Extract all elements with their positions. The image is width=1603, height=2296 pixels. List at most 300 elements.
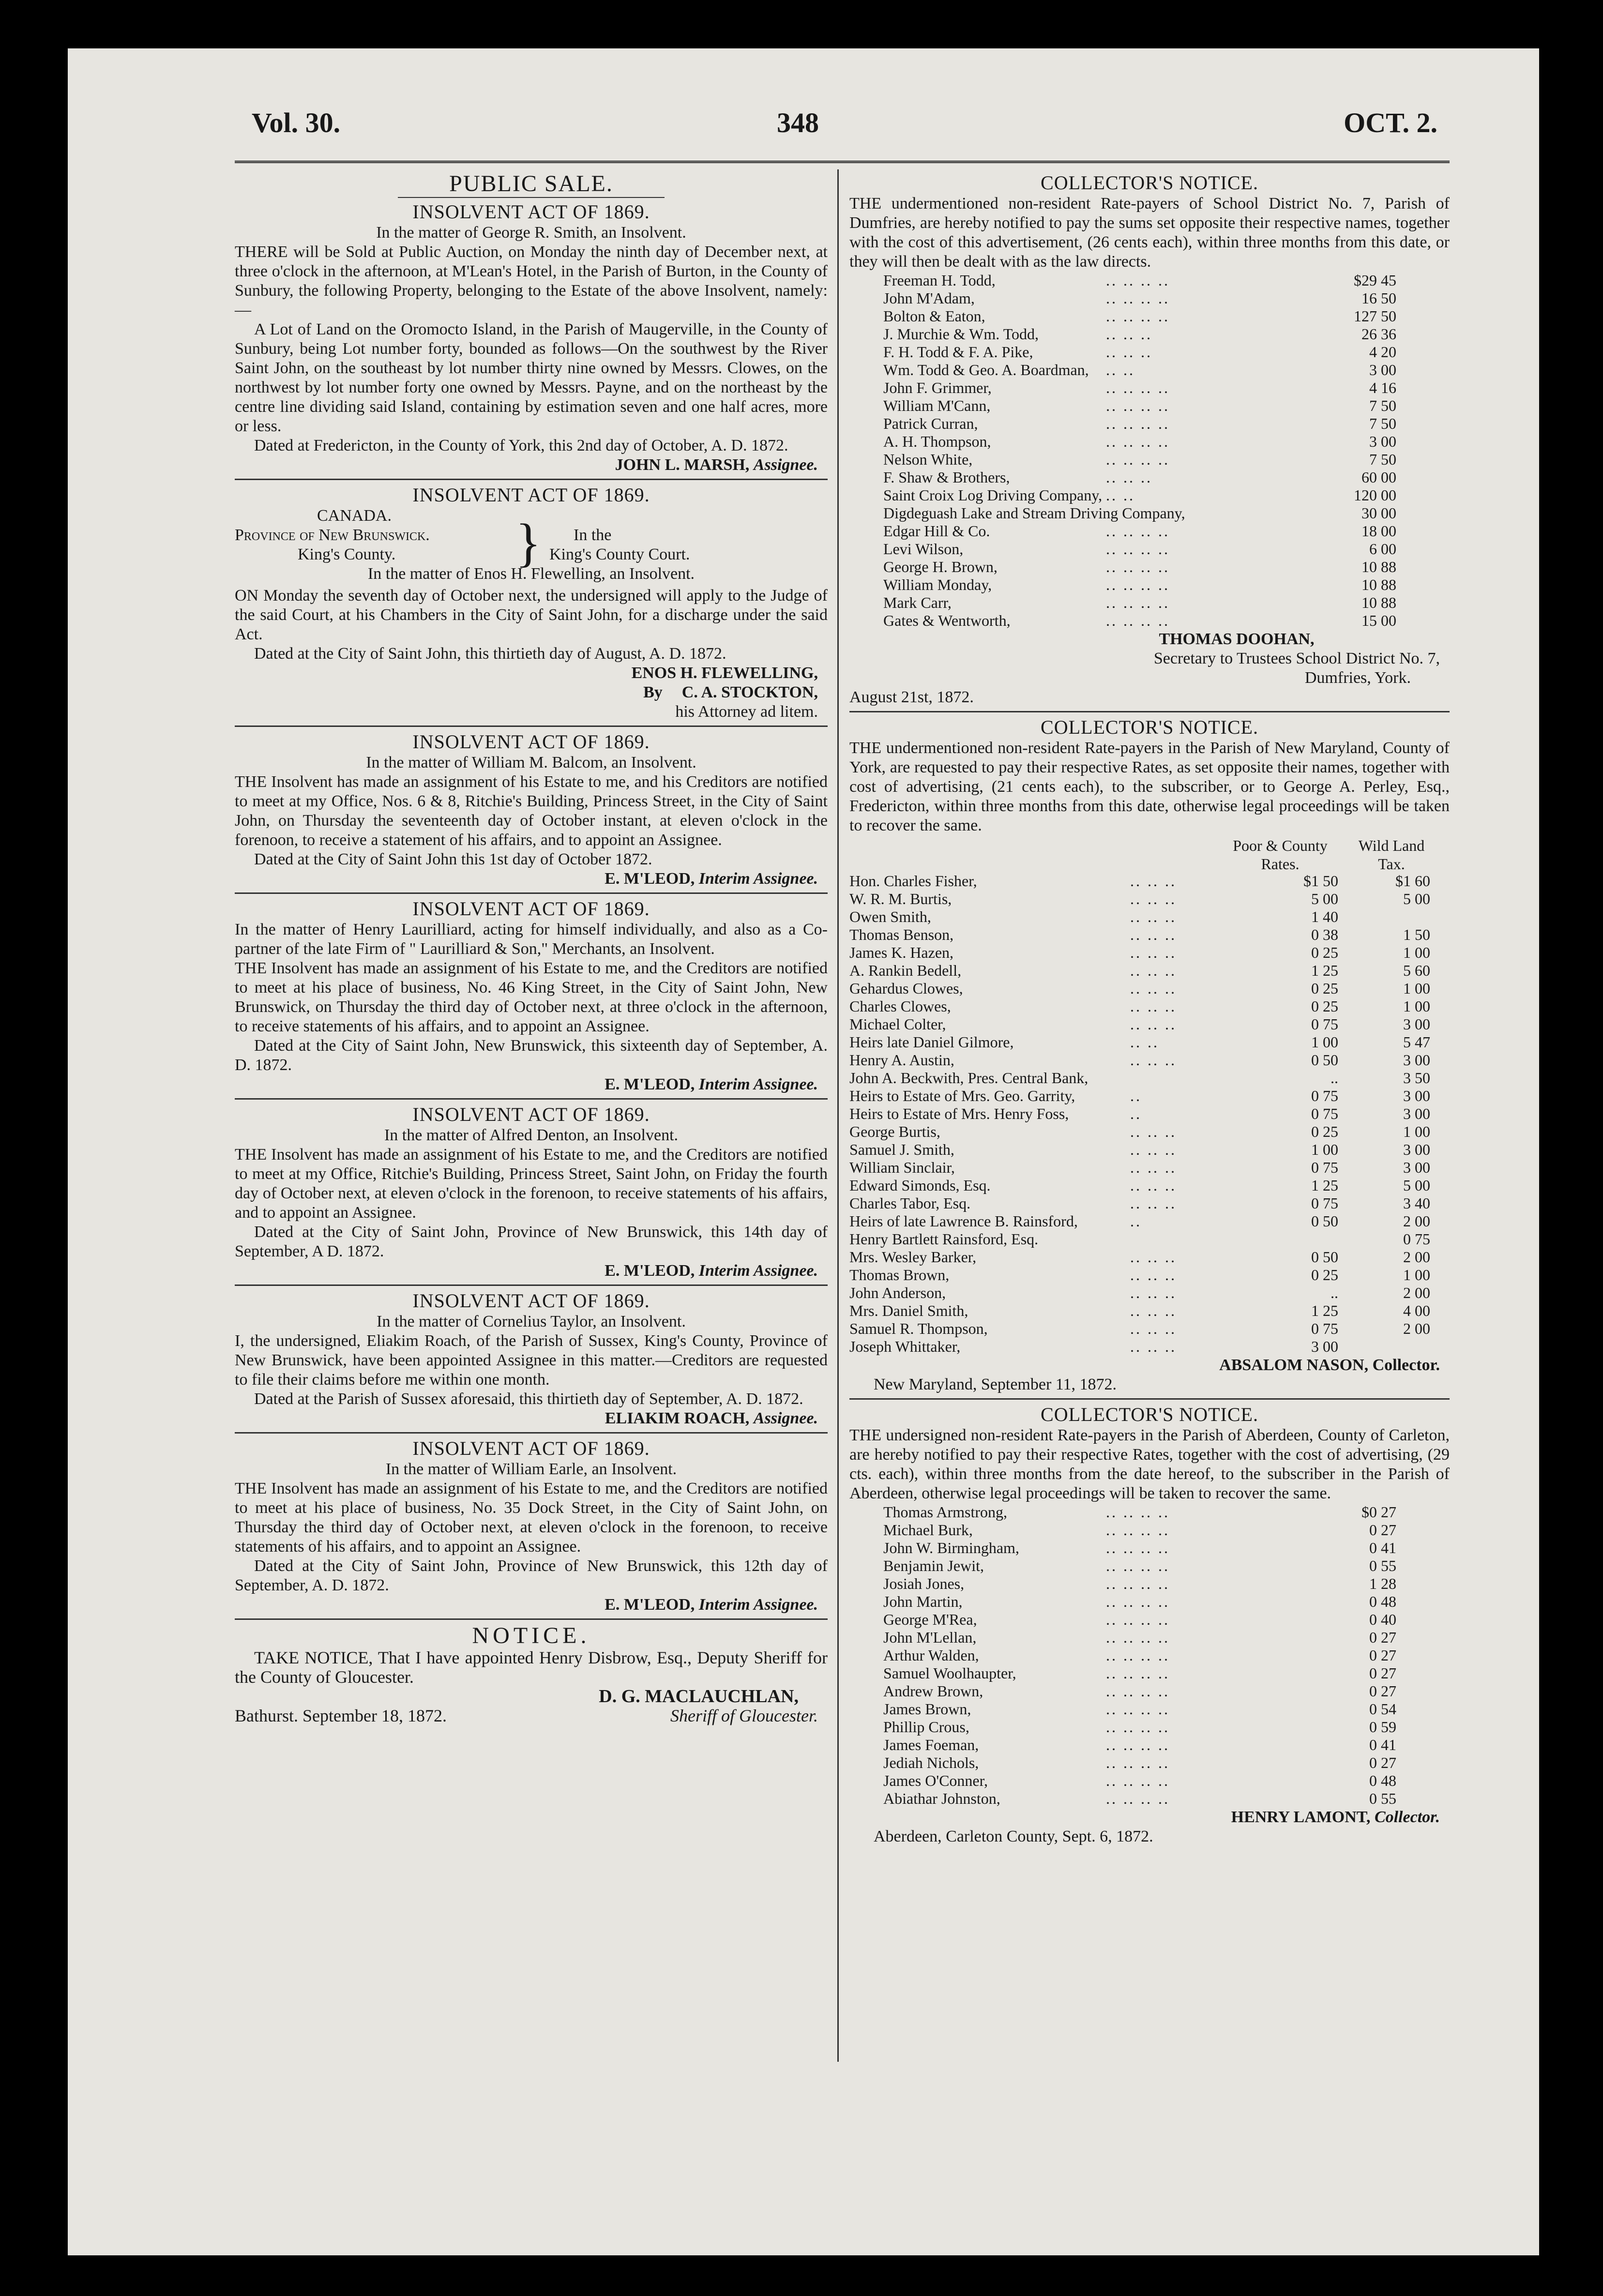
- rate-value: 0 50: [1311, 1248, 1338, 1266]
- tax-value: 5 60: [1403, 962, 1430, 979]
- table-row: [849, 980, 1450, 997]
- rate-value: 0 75: [1311, 1320, 1338, 1337]
- notice-body: THE undersigned non-resident Rate-payers in the Parish of Aberdeen, County of Carleton, are hereby notified to pay their respective Rates, together with the cost of advertising, (29 cts. each), within three months from the date hereof, to the subscriber in the Parish of Aberdeen, otherwise legal proceedings will be taken to recover the same.: [849, 1426, 1450, 1502]
- ratepayer-name: Mark Carr,: [883, 594, 952, 611]
- signer-name: ELIAKIM ROACH,: [605, 1409, 750, 1427]
- ratepayer-name: Jediah Nichols,: [883, 1754, 979, 1771]
- leader-dots: .. ..: [1106, 361, 1135, 378]
- matter-line: In the matter of Cornelius Taylor, an Insolvent.: [377, 1313, 686, 1330]
- leader-dots: .. .. ..: [1130, 962, 1177, 979]
- tax-value: 5 47: [1403, 1033, 1430, 1051]
- table-header: [849, 856, 1450, 872]
- table-row: [849, 1266, 1450, 1284]
- matter-line: In the matter of William Earle, an Insolvent.: [385, 1460, 677, 1478]
- rate-value: 0 50: [1311, 1051, 1338, 1069]
- list-item: [849, 1503, 1450, 1521]
- amount: $29 45: [1354, 272, 1396, 289]
- tax-value: $1 60: [1395, 872, 1430, 890]
- tax-value: [1362, 1338, 1450, 1356]
- leader-dots: .. .. .. ..: [1106, 1521, 1170, 1539]
- ratepayer-name: Josiah Jones,: [883, 1575, 965, 1592]
- laurilliard-notice: [235, 898, 828, 1094]
- notice-body: THERE will be Sold at Public Auction, on Monday the ninth day of December next, at three o'clock in the afternoon, at M'Lean's Hotel, in the Parish of Burton, in the County of Sunbury, the following Property, belonging to the Estate of the above Insolvent, namely:—: [235, 243, 828, 319]
- ratepayer-name: Edward Simonds, Esq.: [849, 1177, 991, 1194]
- leader-dots: ..: [1130, 1087, 1142, 1104]
- signer-name: E. M'LEOD,: [605, 870, 695, 888]
- amount: 4 20: [1369, 343, 1396, 361]
- list-item: [849, 504, 1450, 522]
- ratepayer-name: Patrick Curran,: [883, 415, 978, 432]
- rates-column-subheader: Rates.: [1261, 855, 1300, 873]
- new-maryland-collector-notice: [849, 716, 1450, 1394]
- amount: 0 27: [1369, 1754, 1396, 1771]
- notice-body: THE Insolvent has made an assignment of his Estate to me, and his Creditors are notified to meet at my Office, Nos. 6 & 8, Ritchie's Building, Princess Street, in the City of Saint John, on Thursday the seventeenth day of October instant, at eleven o'clock in the forenoon, to receive a statement of his affairs, and to appoint an Assignee.: [235, 773, 828, 849]
- table-row: [849, 1105, 1450, 1123]
- ratepayer-name: Abiathar Johnston,: [883, 1790, 1000, 1807]
- ratepayer-name: Heirs to Estate of Mrs. Henry Foss,: [849, 1105, 1069, 1122]
- leader-dots: .. .. .. ..: [1106, 1718, 1170, 1736]
- amount: 26 36: [1361, 325, 1396, 343]
- act-heading: INSOLVENT ACT OF 1869.: [412, 1437, 650, 1459]
- list-item: [849, 451, 1450, 468]
- amount: 0 48: [1369, 1772, 1396, 1789]
- rate-value: 0 75: [1311, 1087, 1338, 1104]
- ratepayer-name: John M'Adam,: [883, 289, 975, 307]
- leader-dots: .. .. .. ..: [1106, 379, 1170, 396]
- sheriff-notice: [235, 1624, 828, 1725]
- left-column: [235, 172, 828, 1725]
- rates-column-header: Poor & County: [1233, 837, 1328, 854]
- tax-value: 5 00: [1403, 1177, 1430, 1194]
- list-item: [849, 1718, 1450, 1736]
- amount: $0 27: [1361, 1503, 1396, 1521]
- amount: 10 88: [1361, 558, 1396, 575]
- table-row: [849, 1159, 1450, 1177]
- rate-value: $1 50: [1303, 872, 1338, 890]
- ratepayer-name: Thomas Benson,: [849, 926, 954, 943]
- table-row: [849, 1338, 1450, 1356]
- table-row: [849, 926, 1450, 944]
- ratepayer-table: [849, 872, 1450, 1356]
- section-rule: [235, 725, 828, 727]
- leader-dots: .. .. .. ..: [1106, 1503, 1170, 1521]
- tax-value: 1 00: [1403, 1123, 1430, 1140]
- signer-role: Interim Assignee.: [698, 1075, 818, 1093]
- notice-body: THE Insolvent has made an assignment of his Estate to me, and the Creditors are notified to meet at his place of business, No. 35 Dock Street, in the City of Saint John, on Thursday the third day of October next, at eleven o'clock in the forenoon, to receive statements of his affairs, and to appoint an Assignee.: [235, 1480, 828, 1556]
- list-item: [849, 1736, 1450, 1754]
- signer-name: JOHN L. MARSH,: [615, 456, 750, 474]
- list-item: [849, 558, 1450, 576]
- ratepayer-name: Mrs. Wesley Barker,: [849, 1248, 977, 1266]
- signer-name: ABSALOM NASON, Collector.: [1219, 1356, 1440, 1374]
- signer-role: Interim Assignee.: [698, 870, 818, 888]
- leader-dots: .. .. ..: [1130, 1015, 1177, 1033]
- matter-line: In the matter of George R. Smith, an Insolvent.: [376, 224, 686, 242]
- list-item: [849, 272, 1450, 289]
- leader-dots: .. .. ..: [1130, 890, 1177, 907]
- table-row: [849, 1230, 1450, 1248]
- notice-body: THE Insolvent has made an assignment of his Estate to me, and the Creditors are notified to meet at his place of business, No. 46 King Street, in the City of Saint John, New Brunswick, on Thursday the third day of October next, at three o'clock in the afternoon, to receive statements of his affairs, and to appoint an Assignee.: [235, 959, 828, 1035]
- list-item: [849, 612, 1450, 630]
- table-row: [849, 997, 1450, 1015]
- ratepayer-name: Digdeguash Lake and Stream Driving Company,: [883, 504, 1185, 522]
- table-row: [849, 1284, 1450, 1302]
- rate-value: 0 25: [1311, 997, 1338, 1015]
- table-row: [849, 1320, 1450, 1338]
- signer-name: E. M'LEOD,: [605, 1262, 695, 1280]
- list-item: [849, 1539, 1450, 1557]
- ratepayer-name: Thomas Armstrong,: [883, 1503, 1007, 1521]
- table-row: [849, 890, 1450, 908]
- amount: 6 00: [1369, 540, 1396, 558]
- table-row: [849, 908, 1450, 926]
- list-item: [849, 433, 1450, 451]
- signer-role: Interim Assignee.: [698, 1262, 818, 1280]
- leader-dots: .. .. .. ..: [1106, 1754, 1170, 1771]
- attorney-line: [235, 683, 828, 702]
- tax-value: 3 00: [1403, 1159, 1430, 1176]
- list-item: [849, 1629, 1450, 1646]
- leader-dots: .. .. ..: [1130, 1284, 1177, 1301]
- table-row: [849, 1194, 1450, 1212]
- tax-column-header: Wild Land: [1358, 837, 1425, 854]
- ratepayer-name: Samuel R. Thompson,: [849, 1320, 988, 1337]
- leader-dots: ..: [1130, 1105, 1142, 1122]
- leader-dots: .. .. .. ..: [1106, 1629, 1170, 1646]
- tax-value: 3 50: [1403, 1069, 1430, 1087]
- title-rule: [398, 197, 665, 198]
- signature-line: [235, 1706, 828, 1725]
- notice-body: THE undermentioned non-resident Rate-payers of School District No. 7, Parish of Dumfries, are hereby notified to pay the sums set opposite their respective names, together with the cost of this advertisement, (26 cents each), within three months from this date, or they will then be dealt with as the law directs.: [849, 195, 1450, 271]
- rate-value: 1 40: [1311, 908, 1338, 925]
- dated-line: Dated at the Parish of Sussex aforesaid, this thirtieth day of September, A. D. 1872.: [254, 1390, 803, 1408]
- leader-dots: .. .. .. ..: [1106, 1646, 1170, 1664]
- ratepayer-name: Michael Colter,: [849, 1015, 946, 1033]
- tax-value: 1 00: [1403, 1266, 1430, 1284]
- amount: 7 50: [1369, 397, 1396, 414]
- list-item: [849, 468, 1450, 486]
- amount: 60 00: [1361, 468, 1396, 486]
- section-rule: [235, 1432, 828, 1434]
- list-item: [849, 325, 1450, 343]
- section-rule: [849, 711, 1450, 712]
- act-heading: INSOLVENT ACT OF 1869.: [412, 484, 650, 506]
- amount: 0 59: [1369, 1718, 1396, 1736]
- act-heading: INSOLVENT ACT OF 1869.: [412, 898, 650, 920]
- ratepayer-name: Henry A. Austin,: [849, 1051, 954, 1069]
- leader-dots: .. .. .. ..: [1106, 1664, 1170, 1682]
- signer-title: Secretary to Trustees School District No. 7,: [1153, 650, 1440, 667]
- amount: 0 27: [1369, 1521, 1396, 1539]
- leader-dots: .. .. .. ..: [1106, 433, 1170, 450]
- leader-dots: .. .. ..: [1130, 1159, 1177, 1176]
- rate-value: 0 50: [1311, 1212, 1338, 1230]
- notice-body: I, the undersigned, Eliakim Roach, of the Parish of Sussex, King's County, Province of New Brunswick, have been appointed Assignee in this matter.—Creditors are requested to file their claims before me within one month.: [235, 1332, 828, 1389]
- column-divider: [837, 169, 839, 2062]
- rate-value: [1256, 1230, 1362, 1248]
- ratepayer-name: W. R. M. Burtis,: [849, 890, 952, 907]
- county-label: King's County.: [298, 545, 396, 563]
- right-column: [849, 172, 1450, 1846]
- rate-value: 0 75: [1311, 1159, 1338, 1176]
- list-item: [849, 307, 1450, 325]
- table-row: [849, 1069, 1450, 1087]
- leader-dots: .. .. .. ..: [1106, 307, 1170, 325]
- masthead: [252, 106, 1437, 160]
- page-number: 348: [777, 107, 819, 138]
- ratepayer-list: [849, 272, 1450, 630]
- notice-title: COLLECTOR'S NOTICE.: [1041, 172, 1258, 194]
- leader-dots: ..: [1130, 1212, 1142, 1230]
- signature: [849, 1808, 1450, 1827]
- section-rule: [235, 479, 828, 480]
- list-item: [849, 1521, 1450, 1539]
- table-row: [849, 1015, 1450, 1033]
- leader-dots: .. .. ..: [1130, 1320, 1177, 1337]
- list-item: [849, 1700, 1450, 1718]
- court-caption: [235, 506, 828, 586]
- tax-value: [1362, 908, 1450, 926]
- rate-value: 3 00: [1311, 1338, 1338, 1355]
- table-row: [849, 1141, 1450, 1159]
- ratepayer-name: Saint Croix Log Driving Company,: [883, 486, 1103, 504]
- amount: 30 00: [1361, 504, 1396, 522]
- leader-dots: .. .. ..: [1130, 1177, 1177, 1194]
- ratepayer-name: Wm. Todd & Geo. A. Boardman,: [883, 361, 1089, 378]
- leader-dots: .. .. ..: [1106, 343, 1152, 361]
- list-item: [849, 1557, 1450, 1575]
- rate-value: 0 75: [1311, 1015, 1338, 1033]
- dated-line: Dated at the City of Saint John, Province of New Brunswick, this 12th day of September, A. D. 1872.: [235, 1557, 828, 1594]
- tax-value: 3 00: [1403, 1087, 1430, 1104]
- rate-value: 1 25: [1311, 1302, 1338, 1319]
- ratepayer-name: Mrs. Daniel Smith,: [849, 1302, 968, 1319]
- act-heading: INSOLVENT ACT OF 1869.: [412, 201, 650, 223]
- amount: 1 28: [1369, 1575, 1396, 1592]
- leader-dots: .. .. .. ..: [1106, 558, 1170, 575]
- gazette-page: [68, 48, 1539, 2255]
- list-item: [849, 1772, 1450, 1790]
- rate-value: 0 25: [1311, 944, 1338, 961]
- list-item: [849, 1611, 1450, 1629]
- amount: 0 27: [1369, 1682, 1396, 1700]
- balcom-notice: [235, 731, 828, 889]
- issue-date: OCT. 2.: [1344, 107, 1437, 138]
- ratepayer-name: Heirs of late Lawrence B. Rainsford,: [849, 1212, 1078, 1230]
- rate-value: 0 75: [1311, 1105, 1338, 1122]
- table-row: [849, 1123, 1450, 1141]
- place-date: August 21st, 1872.: [849, 688, 974, 706]
- amount: 7 50: [1369, 415, 1396, 432]
- ratepayer-name: Henry Bartlett Rainsford, Esq.: [849, 1230, 1039, 1248]
- country-label: CANADA.: [317, 507, 392, 525]
- province-label: Province of New Brunswick.: [235, 526, 430, 544]
- leader-dots: .. .. .. ..: [1106, 1557, 1170, 1574]
- notice-title: COLLECTOR'S NOTICE.: [1041, 716, 1258, 738]
- leader-dots: .. .. ..: [1130, 944, 1177, 961]
- list-item: [849, 522, 1450, 540]
- amount: 0 27: [1369, 1646, 1396, 1664]
- notice-body: THE undermentioned non-resident Rate-payers in the Parish of New Maryland, County of York, are requested to pay their respective Rates, as set opposite their names, together with cost of advertising, (21 cents each), to the subscriber, or to George A. Perley, Esq., Fredericton, within three months from this date, otherwise legal proceedings will be taken to recover the same.: [849, 739, 1450, 834]
- list-item: [849, 1790, 1450, 1808]
- list-item: [849, 1575, 1450, 1593]
- signer-role: Assignee.: [753, 456, 818, 474]
- ratepayer-name: A. H. Thompson,: [883, 433, 991, 450]
- signer-role: Interim Assignee.: [698, 1596, 818, 1614]
- dated-line: Dated at the City of Saint John, Province of New Brunswick, this 14th day of September, A D. 1872.: [235, 1223, 828, 1260]
- ratepayer-name: William Sinclair,: [849, 1159, 955, 1176]
- header-rule: [235, 161, 1450, 163]
- place-date: New Maryland, September 11, 1872.: [874, 1375, 1117, 1393]
- signer-name: HENRY LAMONT,: [1231, 1808, 1371, 1826]
- tax-value: 1 00: [1403, 944, 1430, 961]
- rate-value: 1 25: [1311, 1177, 1338, 1194]
- tax-value: 1 50: [1403, 926, 1430, 943]
- flewelling-notice: [235, 484, 828, 722]
- list-item: [849, 576, 1450, 594]
- rate-value: 1 00: [1311, 1141, 1338, 1158]
- matter-line: In the matter of Enos H. Flewelling, an Insolvent.: [367, 565, 695, 583]
- act-heading: INSOLVENT ACT OF 1869.: [412, 1103, 650, 1125]
- amount: 18 00: [1361, 522, 1396, 540]
- tax-value: 2 00: [1403, 1320, 1430, 1337]
- ratepayer-name: George Burtis,: [849, 1123, 940, 1140]
- leader-dots: .. .. ..: [1130, 1123, 1177, 1140]
- list-item: [849, 361, 1450, 379]
- ratepayer-list: [849, 1503, 1450, 1808]
- signer-role: Sheriff of Gloucester.: [670, 1706, 818, 1725]
- table-row: [849, 962, 1450, 980]
- place-date: Aberdeen, Carleton County, Sept. 6, 1872.: [874, 1828, 1153, 1845]
- ratepayer-name: Gehardus Clowes,: [849, 980, 963, 997]
- list-item: [849, 343, 1450, 361]
- list-item: [849, 1682, 1450, 1700]
- leader-dots: .. ..: [1106, 486, 1135, 504]
- amount: 10 88: [1361, 576, 1396, 593]
- dumfries-collector-notice: [849, 172, 1450, 707]
- leader-dots: .. .. .. ..: [1106, 1700, 1170, 1718]
- amount: 0 48: [1369, 1593, 1396, 1610]
- amount: 0 41: [1369, 1736, 1396, 1753]
- ratepayer-name: John W. Birmingham,: [883, 1539, 1019, 1556]
- ratepayer-name: Freeman H. Todd,: [883, 272, 996, 289]
- matter-line: In the matter of Alfred Denton, an Insolvent.: [384, 1126, 679, 1144]
- ratepayer-name: James Foeman,: [883, 1736, 979, 1753]
- leader-dots: .. .. ..: [1106, 468, 1152, 486]
- table-header: [849, 837, 1450, 854]
- amount: 16 50: [1361, 289, 1396, 307]
- act-heading: INSOLVENT ACT OF 1869.: [412, 1290, 650, 1312]
- rate-value: 1 00: [1311, 1033, 1338, 1051]
- leader-dots: .. .. .. ..: [1106, 272, 1170, 289]
- signer-place: Dumfries, York.: [1304, 669, 1411, 687]
- list-item: [849, 486, 1450, 504]
- ratepayer-name: Owen Smith,: [849, 908, 931, 925]
- leader-dots: .. .. .. ..: [1106, 576, 1170, 593]
- tax-value: 3 40: [1403, 1194, 1430, 1212]
- ratepayer-name: Benjamin Jewit,: [883, 1557, 984, 1574]
- place-date: Bathurst. September 18, 1872.: [235, 1706, 447, 1725]
- ratepayer-name: Joseph Whittaker,: [849, 1338, 961, 1355]
- aberdeen-collector-notice: [849, 1404, 1450, 1846]
- tax-value: 3 00: [1403, 1051, 1430, 1069]
- dated-line: Dated at the City of Saint John this 1st day of October 1872.: [254, 850, 652, 868]
- ratepayer-name: Hon. Charles Fisher,: [849, 872, 977, 890]
- tax-value: 2 00: [1403, 1248, 1430, 1266]
- tax-value: 2 00: [1403, 1284, 1430, 1301]
- table-row: [849, 1177, 1450, 1194]
- table-row: [849, 1051, 1450, 1069]
- act-heading: INSOLVENT ACT OF 1869.: [412, 731, 650, 753]
- amount: 10 88: [1361, 594, 1396, 611]
- notice-title: COLLECTOR'S NOTICE.: [1041, 1404, 1258, 1425]
- rate-value: 5 00: [1311, 890, 1338, 907]
- tax-value: 5 00: [1403, 890, 1430, 907]
- dated-line: Dated at the City of Saint John, this thirtieth day of August, A. D. 1872.: [254, 645, 726, 663]
- taylor-notice: [235, 1290, 828, 1428]
- volume-label: Vol. 30.: [252, 107, 341, 138]
- rate-value: 0 25: [1311, 980, 1338, 997]
- signer-name: D. G. MACLAUCHLAN,: [599, 1686, 799, 1707]
- ratepayer-name: John Anderson,: [849, 1284, 946, 1301]
- signature: [235, 869, 828, 889]
- amount: 7 50: [1369, 451, 1396, 468]
- leader-dots: .. .. ..: [1130, 980, 1177, 997]
- signature: [235, 1595, 828, 1615]
- in-the-label: In the: [574, 526, 612, 544]
- list-item: [849, 415, 1450, 433]
- list-item: [849, 379, 1450, 397]
- leader-dots: .. .. .. ..: [1106, 612, 1170, 629]
- rate-value: 1 25: [1311, 962, 1338, 979]
- leader-dots: .. .. .. ..: [1106, 1593, 1170, 1610]
- rate-value: ..: [1331, 1069, 1338, 1087]
- leader-dots: .. .. .. ..: [1106, 540, 1170, 558]
- list-item: [849, 1646, 1450, 1664]
- ratepayer-name: James O'Conner,: [883, 1772, 988, 1789]
- leader-dots: .. .. ..: [1130, 1266, 1177, 1284]
- rate-value: 0 25: [1311, 1266, 1338, 1284]
- leader-dots: .. ..: [1130, 1033, 1159, 1051]
- leader-dots: .. .. .. ..: [1106, 1575, 1170, 1592]
- list-item: [849, 540, 1450, 558]
- ratepayer-name: John A. Beckwith, Pres. Central Bank,: [849, 1069, 1089, 1087]
- table-row: [849, 1033, 1450, 1051]
- ratepayer-name: Thomas Brown,: [849, 1266, 950, 1284]
- rate-value: ..: [1331, 1284, 1338, 1301]
- ratepayer-name: Nelson White,: [883, 451, 973, 468]
- matter-line: In the matter of Henry Laurilliard, acting for himself individually, and also as a Co-partner of the late Firm of " Laurilliard & Son," Merchants, an Insolvent.: [235, 921, 828, 958]
- tax-value: 0 75: [1403, 1230, 1430, 1248]
- attorney-name: C. A. STOCKTON,: [681, 683, 818, 701]
- ratepayer-name: Levi Wilson,: [883, 540, 964, 558]
- leader-dots: .. .. .. ..: [1106, 594, 1170, 611]
- rate-value: 0 38: [1311, 926, 1338, 943]
- section-rule: [235, 1098, 828, 1100]
- signer-name: E. M'LEOD,: [605, 1075, 695, 1093]
- signer-name: ENOS H. FLEWELLING,: [631, 664, 818, 682]
- signer-name: THOMAS DOOHAN,: [1159, 630, 1315, 648]
- signer-name: E. M'LEOD,: [605, 1596, 695, 1614]
- table-row: [849, 872, 1450, 890]
- ratepayer-name: James Brown,: [883, 1700, 971, 1718]
- table-row: [849, 1302, 1450, 1320]
- notice-body: TAKE NOTICE, That I have appointed Henry Disbrow, Esq., Deputy Sheriff for the County of Gloucester.: [235, 1648, 828, 1687]
- ratepayer-name: Arthur Walden,: [883, 1646, 979, 1664]
- leader-dots: .. .. .. ..: [1106, 451, 1170, 468]
- leader-dots: .. .. .. ..: [1106, 415, 1170, 432]
- section-rule: [849, 1398, 1450, 1400]
